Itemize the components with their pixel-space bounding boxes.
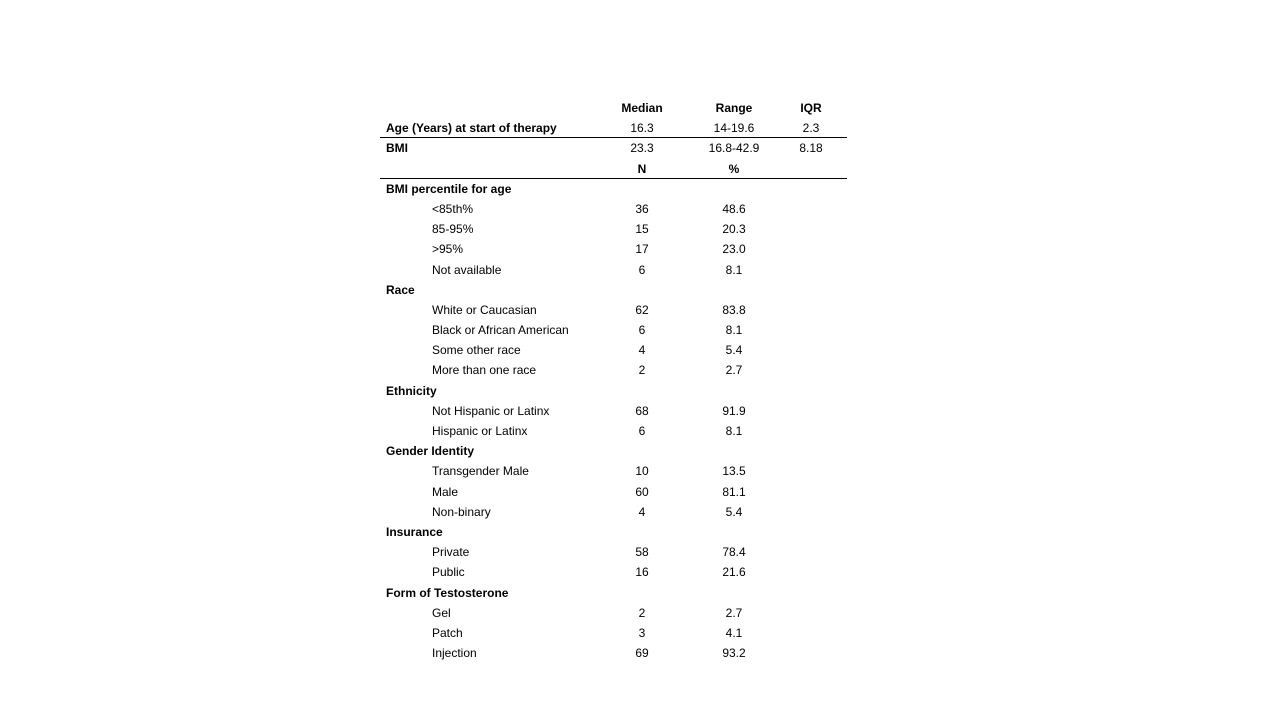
table-row [380, 260, 847, 280]
table-row [380, 502, 847, 522]
row-percent: 91.9 [722, 403, 746, 418]
table-row [380, 421, 847, 441]
table-row [380, 219, 847, 239]
table-row [380, 603, 847, 623]
row-label: 85-95% [432, 222, 474, 237]
table-row [380, 562, 847, 582]
table-row [380, 643, 847, 663]
row-label: Injection [432, 646, 477, 661]
table-row [380, 199, 847, 219]
row-count: 3 [638, 625, 646, 640]
row-percent: 20.3 [722, 222, 746, 237]
row-label: Not available [432, 262, 502, 277]
section-title: Form of Testosterone [386, 585, 509, 600]
row-percent: 83.8 [722, 302, 746, 317]
range-header: Range [715, 101, 753, 115]
n-header: N [637, 161, 647, 176]
table-row [380, 542, 847, 562]
bmi-row [380, 138, 847, 158]
row-percent: 48.6 [722, 201, 746, 216]
row-label: Some other race [432, 343, 521, 358]
table-row [380, 482, 847, 502]
row-percent: 8.1 [725, 323, 743, 338]
column-header-row [380, 98, 847, 118]
row-count: 69 [635, 646, 649, 661]
row-label: Transgender Male [432, 464, 529, 479]
row-count: 36 [635, 201, 649, 216]
section-header-row [380, 522, 847, 542]
row-count: 6 [638, 262, 646, 277]
row-label: Not Hispanic or Latinx [432, 403, 550, 418]
row-label: Gel [432, 605, 451, 620]
iqr-header: IQR [800, 101, 822, 115]
row-percent: 8.1 [725, 262, 743, 277]
section-title: Insurance [386, 524, 443, 539]
row-label: Male [432, 484, 459, 499]
row-label: Private [432, 545, 470, 560]
row-count: 16 [635, 565, 649, 580]
section-header-row [380, 583, 847, 603]
row-label: <85th% [432, 201, 474, 216]
row-count: 2 [638, 363, 646, 378]
row-percent: 81.1 [722, 484, 746, 499]
row-count: 6 [638, 323, 646, 338]
row-percent: 2.7 [725, 605, 743, 620]
row-count: 60 [635, 484, 649, 499]
table-row [380, 360, 847, 380]
row-percent: 4.1 [725, 625, 743, 640]
row-percent: 21.6 [722, 565, 746, 580]
row-count: 10 [635, 464, 649, 479]
row-percent: 5.4 [725, 504, 743, 519]
row-label: Patch [432, 625, 463, 640]
table-row [380, 239, 847, 259]
row-percent: 93.2 [722, 646, 746, 661]
row-count: 62 [635, 302, 649, 317]
row-label: White or Caucasian [432, 302, 537, 317]
row-label: Black or African American [432, 323, 569, 338]
section-header-row [380, 179, 847, 199]
section-title: Ethnicity [386, 383, 437, 398]
age-median: 16.3 [630, 121, 654, 136]
row-count: 4 [638, 343, 646, 358]
row-label: More than one race [432, 363, 537, 378]
row-percent: 13.5 [722, 464, 746, 479]
row-label: Non-binary [432, 504, 491, 519]
table-row [380, 300, 847, 320]
bmi-range: 16.8-42.9 [708, 141, 760, 156]
row-label: Public [432, 565, 465, 580]
table-row [380, 320, 847, 340]
row-count: 2 [638, 605, 646, 620]
row-count: 58 [635, 545, 649, 560]
table-row [380, 340, 847, 360]
row-count: 4 [638, 504, 646, 519]
age-iqr: 2.3 [802, 121, 820, 136]
table-row [380, 401, 847, 421]
bmi-median: 23.3 [630, 141, 654, 156]
row-count: 17 [635, 242, 649, 257]
table-row [380, 623, 847, 643]
row-percent: 78.4 [722, 545, 746, 560]
section-header-row [380, 441, 847, 461]
demographics-table [380, 98, 847, 663]
median-header: Median [621, 101, 663, 115]
row-count: 6 [638, 424, 646, 438]
bmi-label: BMI [386, 141, 408, 156]
age-range: 14-19.6 [713, 121, 755, 136]
age-row [380, 118, 847, 138]
row-count: 15 [635, 222, 649, 237]
percent-header: % [728, 161, 740, 176]
age-label: Age (Years) at start of therapy [386, 121, 557, 136]
row-label: Hispanic or Latinx [432, 424, 528, 438]
section-header-row [380, 280, 847, 300]
row-percent: 2.7 [725, 363, 743, 378]
row-label: >95% [432, 242, 464, 257]
section-title: Gender Identity [386, 444, 475, 459]
section-header-row [380, 381, 847, 401]
bmi-iqr: 8.18 [799, 141, 823, 156]
count-header-row [380, 159, 847, 179]
row-percent: 8.1 [725, 424, 743, 438]
row-percent: 23.0 [722, 242, 746, 257]
row-count: 68 [635, 403, 649, 418]
category-sections [380, 179, 847, 664]
table-row [380, 461, 847, 481]
section-title: Race [386, 282, 415, 297]
section-title: BMI percentile for age [386, 181, 512, 196]
row-percent: 5.4 [725, 343, 743, 358]
